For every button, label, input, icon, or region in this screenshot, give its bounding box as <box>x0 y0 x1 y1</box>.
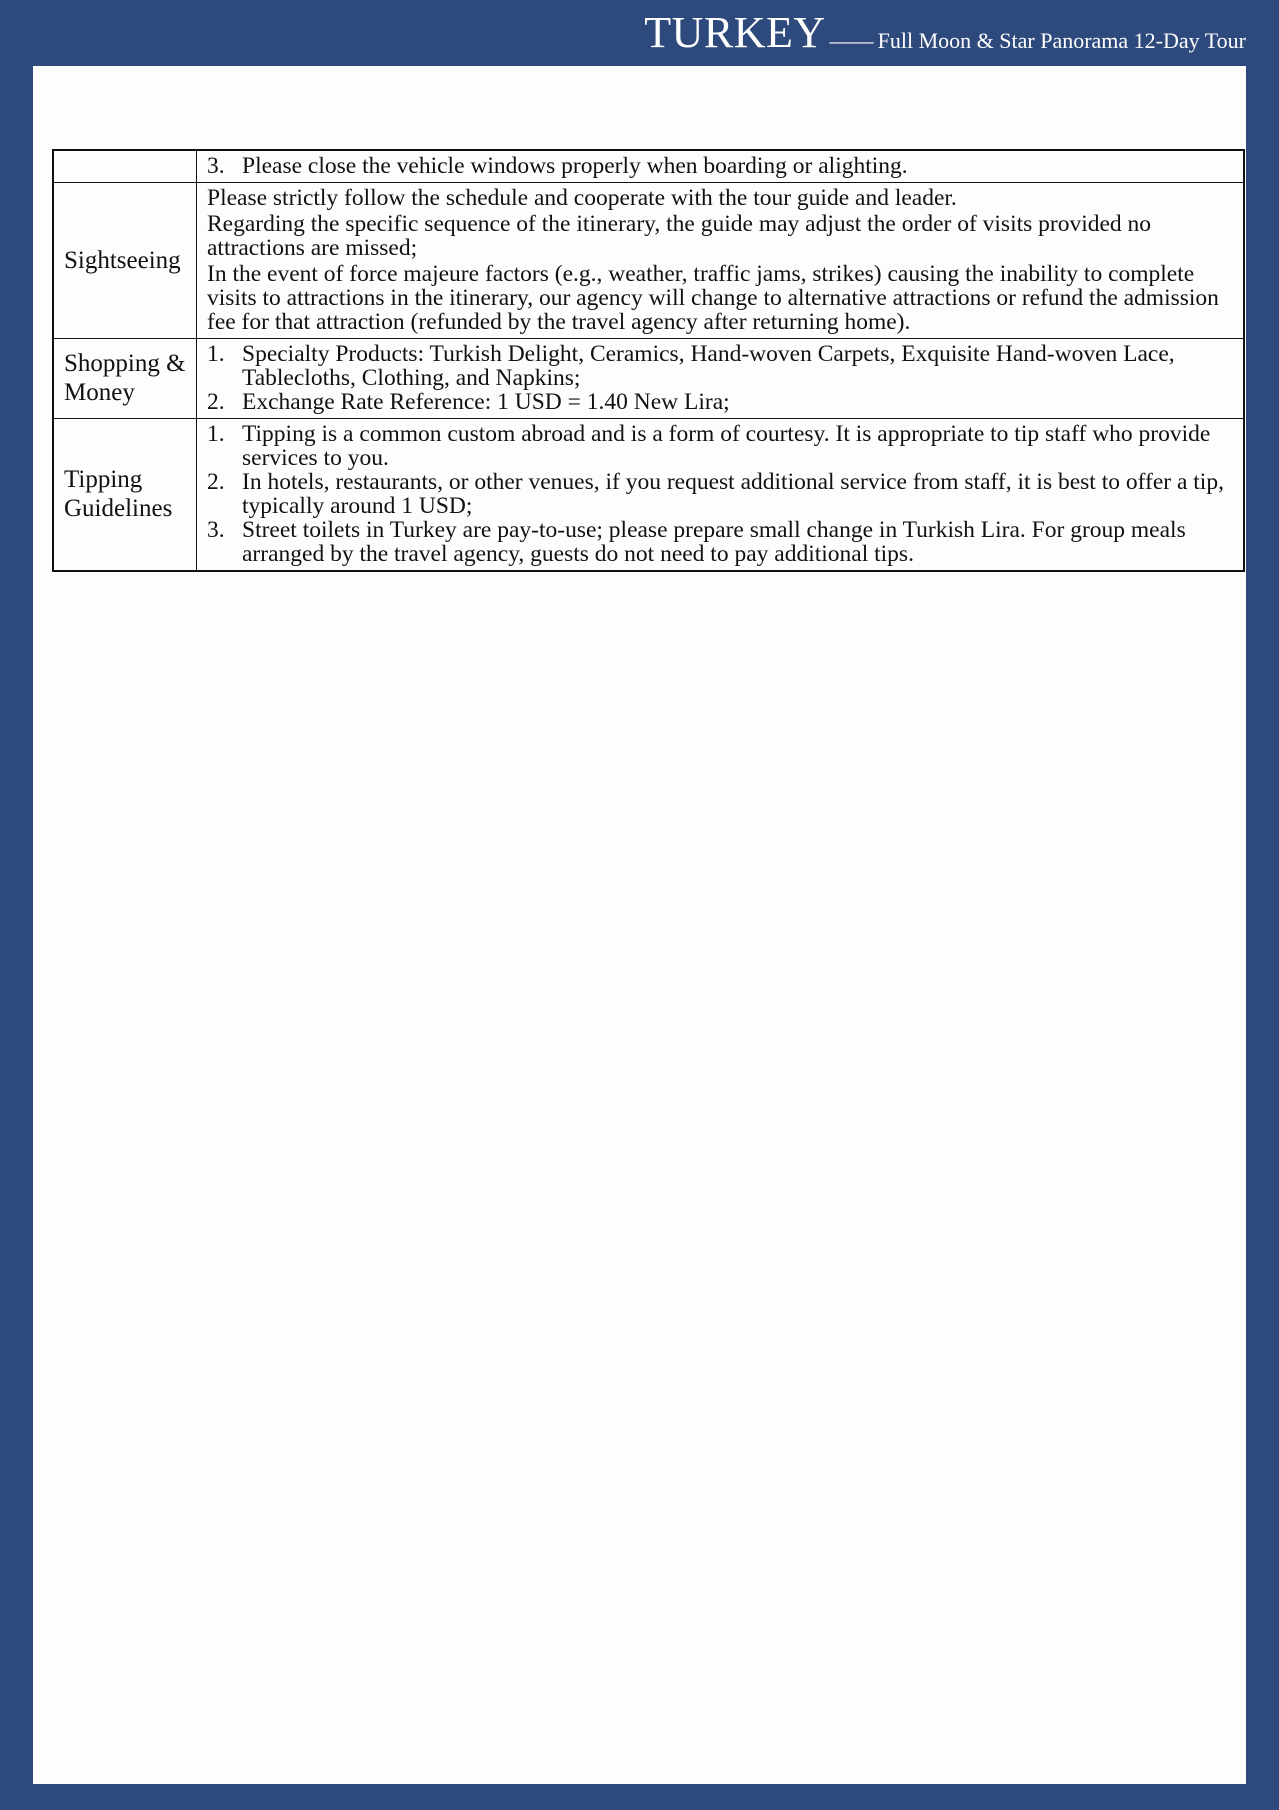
document-page <box>33 66 1246 1784</box>
item-number: 2. <box>207 469 225 495</box>
list-item <box>207 154 1237 178</box>
item-text: In hotels, restaurants, or other venues, if you request additional service from staff, it is best to offer a tip, typically around 1 USD; <box>242 469 1224 519</box>
list-item <box>207 422 1237 470</box>
item-number: 1. <box>207 421 225 447</box>
item-text: Exchange Rate Reference: 1 USD = 1.40 New Lira; <box>242 389 730 415</box>
row-label-sightseeing: Sightseeing <box>53 183 197 339</box>
list-item <box>207 342 1237 390</box>
header-country: TURKEY <box>644 8 826 57</box>
row-label-empty <box>53 150 197 183</box>
list-item <box>207 390 1237 414</box>
list-item <box>207 470 1237 518</box>
row-content-shopping <box>197 339 1245 419</box>
row-content-tipping <box>197 419 1245 572</box>
row-content-vehicle <box>197 150 1245 183</box>
page-header <box>644 0 1246 66</box>
paragraph: Regarding the specific sequence of the itinerary, the guide may adjust the order of visits provided no attractions are missed; <box>207 211 1152 261</box>
header-subtitle: Full Moon & Star Panorama 12-Day Tour <box>877 28 1246 53</box>
item-number: 3. <box>207 153 225 179</box>
table-row <box>53 150 1244 183</box>
item-text: Specialty Products: Turkish Delight, Ceramics, Hand-woven Carpets, Exquisite Hand-woven Lace, Tablecloths, Clothing, and Napkins; <box>242 341 1175 391</box>
table-row <box>53 339 1244 419</box>
paragraph: Please strictly follow the schedule and cooperate with the tour guide and leader. <box>207 185 957 211</box>
row-label-shopping: Shopping & Money <box>53 339 197 419</box>
row-content-sightseeing <box>197 183 1245 339</box>
table-row <box>53 419 1244 572</box>
table-row <box>53 183 1244 339</box>
tour-notes-table <box>52 149 1245 572</box>
item-number: 1. <box>207 341 225 367</box>
item-number: 2. <box>207 389 225 415</box>
row-label-tipping: Tipping Guidelines <box>53 419 197 572</box>
item-text: Tipping is a common custom abroad and is a form of courtesy. It is appropriate to tip staff who provide services to you. <box>242 421 1211 471</box>
item-text: Street toilets in Turkey are pay-to-use; please prepare small change in Turkish Lira. For group meals arranged by the travel agency, guests do not need to pay additional tips. <box>242 517 1186 567</box>
header-dash: —— <box>829 28 874 53</box>
list-item <box>207 518 1237 566</box>
paragraph: In the event of force majeure factors (e.g., weather, traffic jams, strikes) causing the inability to complete visits to attractions in the itinerary, our agency will change to alternative attractions or refund the admission fee for that attraction (refunded by the travel agency after returning home). <box>207 261 1219 335</box>
item-number: 3. <box>207 517 225 543</box>
item-text: Please close the vehicle windows properly when boarding or alighting. <box>242 153 908 179</box>
